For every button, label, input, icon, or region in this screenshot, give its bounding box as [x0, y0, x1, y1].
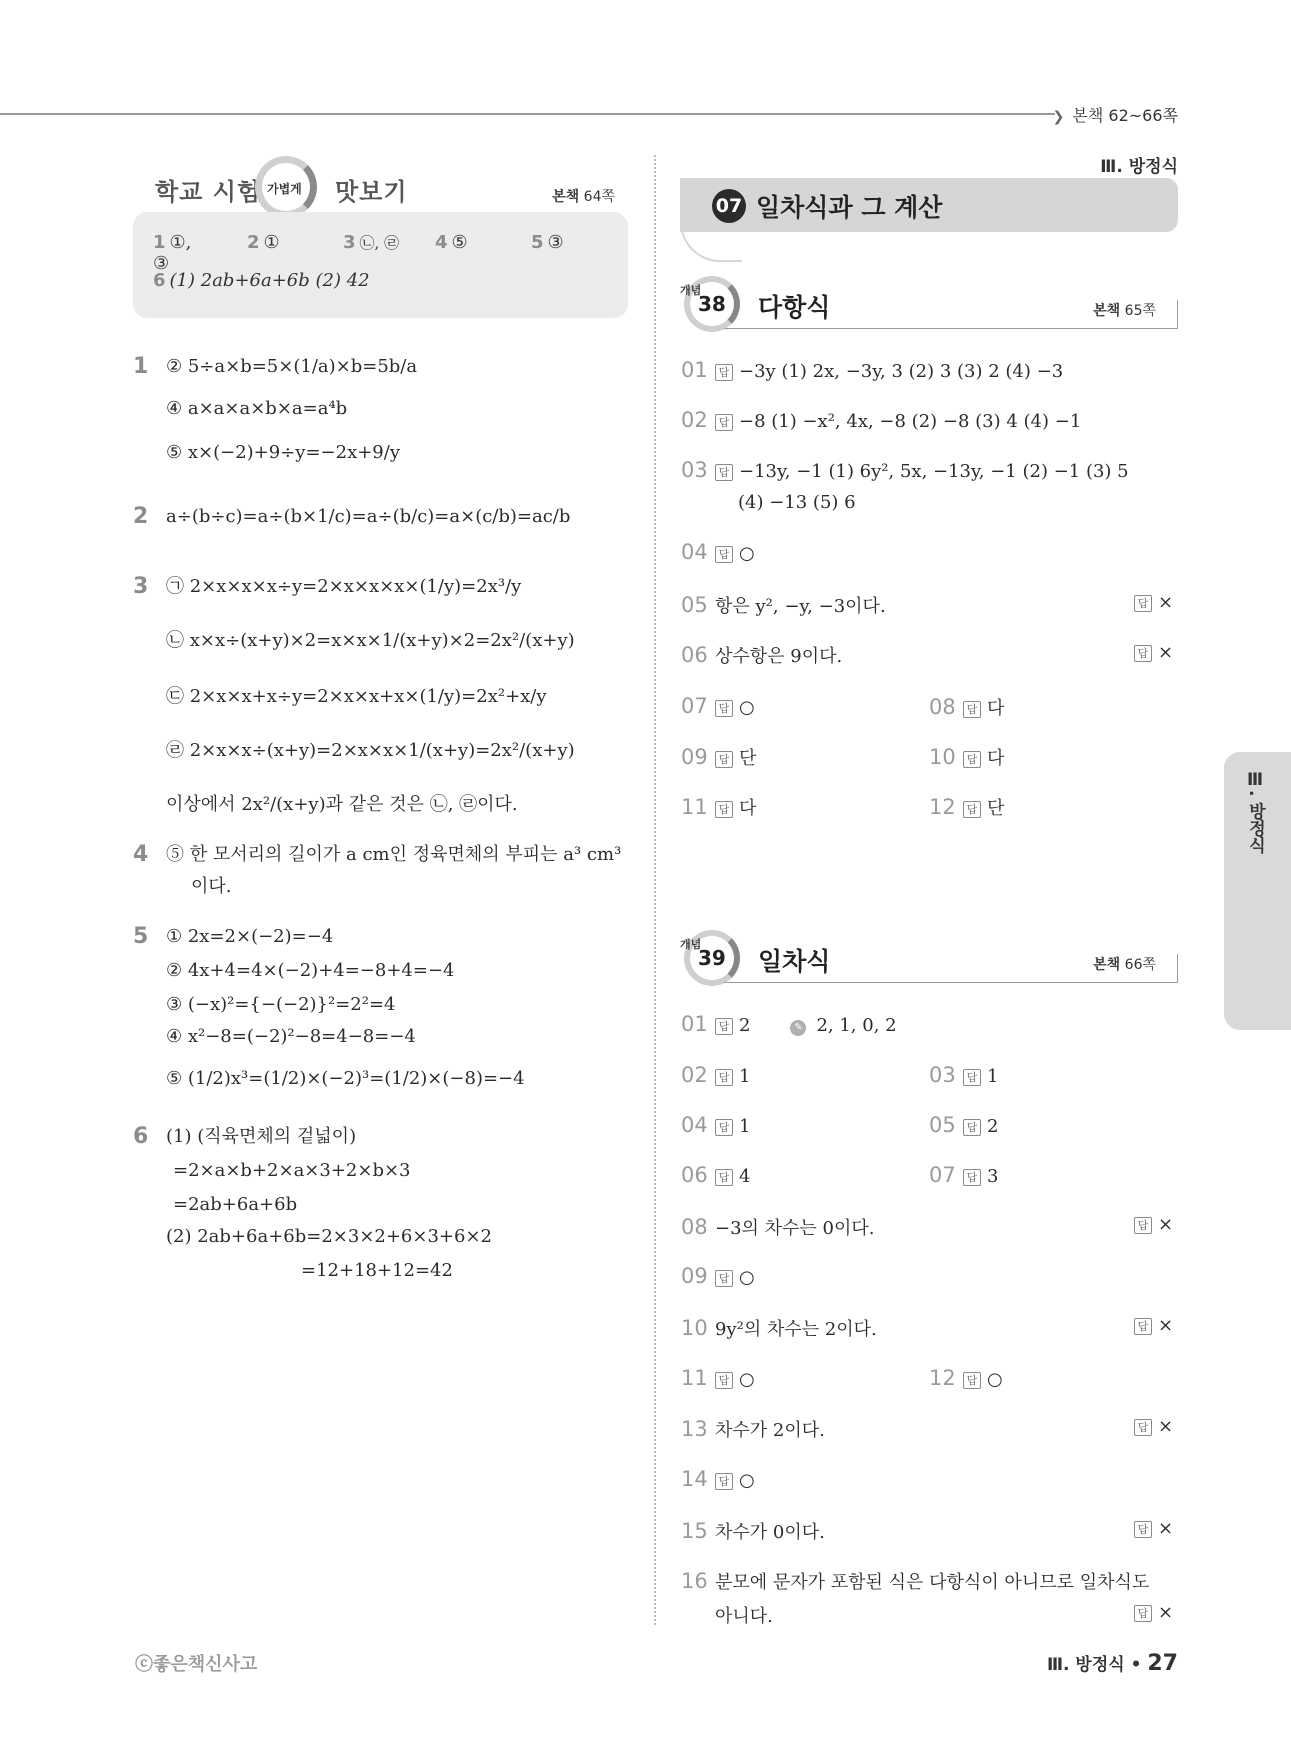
- item-number: 08: [929, 695, 956, 719]
- problem-number: 6: [133, 1124, 149, 1149]
- solution-line: ⑤ x×(−2)+9÷y=−2x+9/y: [166, 442, 400, 463]
- item-text: ○: [987, 1369, 1003, 1390]
- item-number: 07: [929, 1163, 956, 1187]
- problem-number: 3: [133, 574, 149, 599]
- answer-mark: [1134, 1416, 1173, 1437]
- answer-mark: [1134, 642, 1173, 663]
- item-text: 4: [739, 1166, 751, 1187]
- answer-value: (1) 2ab+6a+6b (2) 42: [169, 270, 370, 291]
- item-number: 05: [681, 593, 708, 617]
- item-text: 다: [987, 698, 1005, 719]
- solution-line: a÷(b÷c)=a÷(b×1/c)=a÷(b/c)=a×(c/b)=ac/b: [166, 506, 571, 527]
- answer-mark: [1134, 1315, 1173, 1336]
- answer-item: [681, 1012, 897, 1036]
- section-title: 일차식: [758, 947, 831, 976]
- item-number: 10: [929, 745, 956, 769]
- answer-badge-icon: 답: [715, 364, 733, 381]
- item-text: (4) −13 (5) 6: [738, 492, 856, 513]
- answer-badge-icon: 답: [963, 701, 981, 718]
- item-text: 단: [739, 748, 757, 769]
- answer-item: [681, 1214, 874, 1240]
- answer-value: ①, ③: [153, 232, 192, 274]
- item-text: 다: [987, 748, 1005, 769]
- section-underline: [724, 328, 1178, 329]
- answer-item: [681, 1163, 750, 1187]
- section-title: 다항식: [758, 293, 831, 322]
- item-number: 11: [681, 795, 708, 819]
- answer-item: [681, 1518, 825, 1544]
- section-header-39: [680, 930, 1178, 990]
- column-divider: [654, 155, 656, 1625]
- answer-number: 6: [153, 270, 166, 291]
- answer-badge-icon: 답: [1134, 1521, 1152, 1538]
- answer-badge-icon: 답: [1134, 595, 1152, 612]
- solution-line: ㉣ 2×x×x÷(x+y)=2×x×x×1/(x+y)=2x²/(x+y): [166, 740, 575, 761]
- item-text: 2: [739, 1015, 751, 1036]
- item-number: 15: [681, 1519, 708, 1543]
- item-number: 08: [681, 1215, 708, 1239]
- solution-line: =2×a×b+2×a×3+2×b×3: [173, 1160, 411, 1181]
- answer-item: [929, 1366, 1003, 1390]
- answer-summary-box: [133, 212, 628, 318]
- answer-mark: [1134, 592, 1173, 613]
- answer-badge-icon: 답: [963, 1372, 981, 1389]
- answer-badge-icon: 답: [715, 546, 733, 563]
- item-text: 아니다.: [715, 1606, 773, 1627]
- item-number: 11: [681, 1366, 708, 1390]
- item-number: 12: [929, 1366, 956, 1390]
- item-text: 상수항은 9이다.: [715, 646, 843, 667]
- mark-value: ×: [1158, 1602, 1174, 1623]
- answer-item: [929, 794, 1004, 820]
- item-number: 04: [681, 1113, 708, 1137]
- item-text: 단: [987, 798, 1005, 819]
- answer-item: [681, 1315, 877, 1341]
- item-text: 1: [987, 1066, 999, 1087]
- section-label: 개념: [680, 284, 702, 297]
- section-underline: [724, 982, 1178, 983]
- item-text: ○: [739, 1470, 755, 1491]
- top-rule: [0, 113, 1055, 115]
- problem-number: 1: [133, 354, 149, 379]
- answer-badge-icon: 답: [715, 464, 733, 481]
- item-text: −3의 차수는 0이다.: [715, 1218, 875, 1239]
- answer-mark: [1134, 1602, 1173, 1623]
- item-number: 07: [681, 694, 708, 718]
- section-ref: [1093, 954, 1156, 974]
- item-text: 1: [739, 1116, 751, 1137]
- solution-line: ④ a×a×a×b×a=a⁴b: [166, 398, 348, 419]
- item-number: 05: [929, 1113, 956, 1137]
- section-number: 39: [698, 946, 726, 970]
- answer-item: [681, 458, 1129, 482]
- answer-badge-icon: 답: [963, 1119, 981, 1136]
- mark-value: ×: [1158, 592, 1174, 613]
- page-footer: [1047, 1650, 1178, 1676]
- answer-item-continued: [738, 492, 856, 513]
- footer-chapter: Ⅲ. 방정식 •: [1046, 1655, 1142, 1675]
- item-number: 10: [681, 1316, 708, 1340]
- item-text: ○: [739, 697, 755, 718]
- answer-item: [681, 592, 886, 618]
- answer-badge-icon: 답: [715, 1069, 733, 1086]
- item-text: 분모에 문자가 포함된 식은 다항식이 아니므로 일차식도: [715, 1572, 1150, 1593]
- answer-badge-icon: 답: [715, 1169, 733, 1186]
- answer-badge-icon: 답: [715, 1473, 733, 1490]
- answer-value: ⑤: [451, 232, 468, 253]
- answer-badge-icon: 답: [715, 1270, 733, 1287]
- answer-number: 4: [435, 232, 448, 253]
- item-text: 3: [987, 1166, 999, 1187]
- answer-item: [681, 408, 1081, 432]
- answer-item: [681, 540, 755, 564]
- answer-item: [929, 1063, 998, 1087]
- chevron-right-icon: ❯: [1052, 109, 1065, 125]
- answer-item: [681, 358, 1063, 382]
- answer-badge-icon: 답: [715, 1018, 733, 1035]
- solution-line: ㉡ x×x÷(x+y)×2=x×x×1/(x+y)×2=2x²/(x+y): [166, 630, 575, 651]
- mark-value: ×: [1158, 1315, 1174, 1336]
- solution-line: =2ab+6a+6b: [173, 1194, 298, 1215]
- answer-item: [681, 1467, 755, 1491]
- answer-value: ①: [263, 232, 280, 253]
- answer-badge-icon: 답: [715, 700, 733, 717]
- item-text: 다: [739, 798, 757, 819]
- answer-item: [681, 1264, 755, 1288]
- chapter-number: 07: [712, 189, 746, 223]
- problem-number: 2: [133, 504, 149, 529]
- answer-badge-icon: 답: [715, 414, 733, 431]
- section-ref: [1093, 300, 1156, 320]
- item-number: 09: [681, 1264, 708, 1288]
- solution-line: ⑤ 한 모서리의 길이가 a cm인 정육면체의 부피는 a³ cm³: [166, 844, 622, 865]
- problem-number: 5: [133, 924, 149, 949]
- chapter-title: 일차식과 그 계산: [756, 193, 943, 222]
- section-ref-bold: 본책: [1093, 957, 1121, 973]
- publisher-logo: ⓒ좋은책신사고: [135, 1654, 258, 1675]
- item-text: 항은 y², −y, −3이다.: [715, 596, 886, 617]
- answer-item: [681, 1568, 1149, 1594]
- answer-number: 2: [247, 232, 260, 253]
- item-text: ○: [739, 543, 755, 564]
- side-chapter-tab-label: Ⅲ. 방정식: [1245, 770, 1265, 854]
- answer-badge-icon: 답: [963, 1069, 981, 1086]
- item-text: 차수가 2이다.: [715, 1420, 825, 1441]
- pencil-icon: ✎: [790, 1020, 806, 1036]
- item-number: 03: [681, 458, 708, 482]
- solution-line: (2) 2ab+6a+6b=2×3×2+6×3+6×2: [166, 1226, 492, 1247]
- answer-number: 5: [531, 232, 544, 253]
- quiz-title-left: 학교 시험: [155, 178, 262, 206]
- solution-line: 이다.: [191, 876, 232, 897]
- answer-badge-icon: 답: [963, 801, 981, 818]
- item-number: 14: [681, 1467, 708, 1491]
- section-edge: [1177, 954, 1178, 982]
- answer-badge-icon: 답: [715, 801, 733, 818]
- answer-badge-icon: 답: [715, 1119, 733, 1136]
- answer-item: [681, 1416, 825, 1442]
- chapter-label: Ⅲ. 방정식: [1100, 157, 1178, 177]
- answer-badge-icon: 답: [1134, 645, 1152, 662]
- item-number: 03: [929, 1063, 956, 1087]
- item-number: 09: [681, 745, 708, 769]
- solution-line: ② 5÷a×b=5×(1/a)×b=5b/a: [166, 356, 418, 377]
- answer-item: [929, 1163, 998, 1187]
- problem-number: 4: [133, 842, 149, 867]
- quiz-title-right: 맛보기: [335, 178, 408, 206]
- ring-text: 가볍게: [267, 182, 302, 196]
- mark-value: ×: [1158, 1518, 1174, 1539]
- item-number: 02: [681, 408, 708, 432]
- answer-item: [681, 794, 756, 820]
- answer-mark: [1134, 1518, 1173, 1539]
- mark-value: ×: [1158, 642, 1174, 663]
- solution-line: ④ x²−8=(−2)²−8=4−8=−4: [166, 1026, 416, 1047]
- answer-badge-icon: 답: [715, 1372, 733, 1389]
- answer-item: [929, 694, 1004, 720]
- answer-badge-icon: 답: [1134, 1217, 1152, 1234]
- answer-number: 1: [153, 232, 166, 253]
- solution-line: ㉠ 2×x×x×x÷y=2×x×x×x×(1/y)=2x³/y: [166, 576, 522, 597]
- solution-line: ① 2x=2×(−2)=−4: [166, 926, 334, 947]
- quiz-ref: [552, 186, 615, 206]
- item-text: ○: [739, 1369, 755, 1390]
- section-label: 개념: [680, 938, 702, 951]
- solution-line: ② 4x+4=4×(−2)+4=−8+4=−4: [166, 960, 455, 981]
- item-text: 2: [987, 1116, 999, 1137]
- answer-number: 3: [343, 232, 356, 253]
- item-text: 9y²의 차수는 2이다.: [715, 1319, 877, 1340]
- answer-item: [681, 1113, 750, 1137]
- item-number: 06: [681, 1163, 708, 1187]
- answer-value: ③: [547, 232, 564, 253]
- solution-line: ③ (−x)²={−(−2)}²=2²=4: [166, 994, 396, 1015]
- answer-badge-icon: 답: [1134, 1318, 1152, 1335]
- answer-value: ㉡, ㉣: [359, 234, 400, 252]
- item-number: 12: [929, 795, 956, 819]
- section-ref-bold: 본책: [1093, 303, 1121, 319]
- item-number: 04: [681, 540, 708, 564]
- item-number: 01: [681, 358, 708, 382]
- item-text: −8 (1) −x², 4x, −8 (2) −8 (3) 4 (4) −1: [739, 411, 1082, 432]
- answer-mark: [1134, 1214, 1173, 1235]
- item-text: 차수가 0이다.: [715, 1522, 825, 1543]
- solution-line: ㉢ 2×x×x+x÷y=2×x×x+x×(1/y)=2x²+x/y: [166, 686, 547, 707]
- top-ref-text: 본책 62~66쪽: [1072, 106, 1178, 125]
- answer-row-2: [153, 270, 370, 291]
- answer-item-continued: [715, 1602, 773, 1628]
- top-page-reference: [1053, 103, 1178, 126]
- section-ref-page: 65쪽: [1124, 303, 1156, 319]
- answer-badge-icon: 답: [1134, 1419, 1152, 1436]
- section-edge: [1177, 300, 1178, 328]
- quiz-ref-page: 64쪽: [583, 189, 615, 205]
- answer-item: [681, 1366, 755, 1390]
- answer-badge-icon: 답: [963, 751, 981, 768]
- item-text: ○: [739, 1267, 755, 1288]
- solution-line: =12+18+12=42: [301, 1260, 453, 1281]
- answer-badge-icon: 답: [715, 751, 733, 768]
- item-number: 01: [681, 1012, 708, 1036]
- item-text: −13y, −1 (1) 6y², 5x, −13y, −1 (2) −1 (3) 5: [739, 461, 1129, 482]
- item-number: 16: [681, 1569, 708, 1593]
- solution-line: (1) (직육면체의 겉넓이): [166, 1126, 357, 1147]
- item-text: 1: [739, 1066, 751, 1087]
- answer-item: [681, 1063, 750, 1087]
- item-number: 06: [681, 643, 708, 667]
- mark-value: ×: [1158, 1214, 1174, 1235]
- page-number: 27: [1147, 1651, 1178, 1676]
- section-ref-page: 66쪽: [1124, 957, 1156, 973]
- answer-item: [929, 1113, 998, 1137]
- answer-item: [681, 642, 842, 668]
- quiz-ref-bold: 본책: [552, 189, 580, 205]
- answer-badge-icon: 답: [963, 1169, 981, 1186]
- item-extra-text: 2, 1, 0, 2: [816, 1015, 897, 1036]
- answer-item: [681, 744, 756, 770]
- mark-value: ×: [1158, 1416, 1174, 1437]
- item-number: 02: [681, 1063, 708, 1087]
- answer-badge-icon: 답: [1134, 1605, 1152, 1622]
- answer-item: [929, 744, 1004, 770]
- item-text: −3y (1) 2x, −3y, 3 (2) 3 (3) 2 (4) −3: [739, 361, 1064, 382]
- section-number: 38: [698, 292, 726, 316]
- solution-line: 이상에서 2x²/(x+y)과 같은 것은 ㉡, ㉣이다.: [166, 794, 518, 815]
- answer-item: [681, 694, 755, 718]
- solution-line: ⑤ (1/2)x³=(1/2)×(−2)³=(1/2)×(−8)=−4: [166, 1068, 525, 1089]
- section-header-38: [680, 276, 1178, 336]
- item-number: 13: [681, 1417, 708, 1441]
